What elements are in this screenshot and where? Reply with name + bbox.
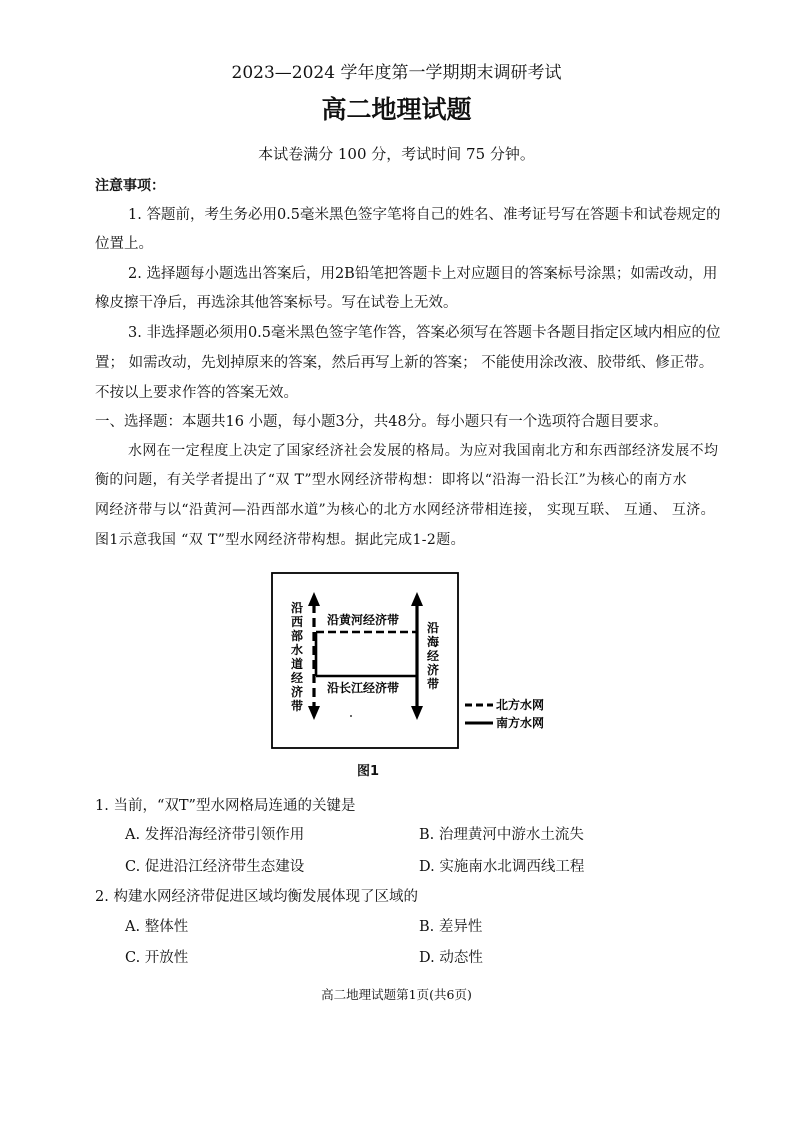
coastal-belt-up-arrow-icon (411, 592, 423, 606)
question-2-option-d: D. 动态性 (419, 950, 483, 966)
passage-line-2: 衡的问题，有关学者提出了“双 T”型水网经济带构想：即将以“沿海一沿长江”为核心的南方水 (95, 472, 688, 488)
question-1-option-a: A. 发挥沿海经济带引领作用 (125, 827, 305, 843)
legend-south-label: 南方水网 (496, 716, 545, 730)
notice-item-1-line-2: 位置上。 (95, 236, 153, 252)
coastal-belt-down-arrow-icon (411, 706, 423, 720)
west-label-char: 部 (290, 629, 304, 643)
coast-label-char: 济 (426, 663, 440, 677)
question-1-option-c: C. 促进沿江经济带生态建设 (125, 859, 305, 875)
figure-1-caption: 图1 (357, 764, 380, 779)
west-waterway-up-arrow-icon (308, 592, 320, 606)
coast-label-char: 经 (426, 649, 440, 663)
notice-heading: 注意事项： (95, 178, 165, 194)
west-label-char: 水 (290, 643, 304, 657)
west-waterway-down-arrow-icon (308, 706, 320, 720)
figure-legend (465, 697, 544, 730)
west-waterway-belt-label (291, 601, 303, 713)
question-2-option-c: C. 开放性 (125, 950, 189, 966)
west-label-char: 沿 (290, 601, 304, 615)
coast-label-char: 带 (426, 677, 440, 691)
west-label-char: 济 (290, 685, 304, 699)
notice-item-3-line-2: 置； 如需改动，先划掉原来的答案，然后再写上新的答案； 不能使用涂改液、胶带纸、修正带。 (95, 355, 714, 371)
passage-line-1: 水网在一定程度上决定了国家经济社会发展的格局。为应对我国南北方和东西部经济发展不均 (128, 443, 719, 459)
exam-header-line: 2023—2024 学年度第一学期期末调研考试 (231, 63, 562, 83)
passage-line-3: 网经济带与以“沿黄河—沿西部水道”为核心的北方水网经济带相连接， 实现互联、 互通、 互济。 (95, 502, 716, 518)
yangtze-belt-label: 沿长江经济带 (327, 681, 400, 695)
notice-item-3-line-3: 不按以上要求作答的答案无效。 (95, 385, 298, 401)
coast-label-char: 沿 (426, 621, 440, 635)
coast-label-char: 海 (426, 635, 440, 649)
page-footer: 高二地理试题第1页(共6页) (321, 987, 472, 1002)
passage-line-4: 图1示意我国 “双 T”型水网经济带构想。据此完成1-2题。 (95, 532, 466, 548)
section-1-heading: 一、选择题：本题共16 小题，每小题3分，共48分。每小题只有一个选项符合题目要求。 (95, 414, 668, 430)
notice-item-3-line-1: 3. 非选择题必须用0.5毫米黑色签字笔作答，答案必须写在答题卡各题目指定区域内相应的位 (128, 325, 721, 341)
coastal-belt-label (427, 621, 440, 691)
stray-dot (350, 715, 352, 717)
question-1-option-d: D. 实施南水北调西线工程 (419, 859, 585, 875)
figure-1-water-network-diagram (265, 568, 565, 778)
question-1-option-b: B. 治理黄河中游水土流失 (419, 827, 584, 843)
question-2-stem: 2. 构建水网经济带促进区域均衡发展体现了区域的 (95, 889, 418, 905)
notice-item-2-line-1: 2. 选择题每小题选出答案后，用2B铅笔把答题卡上对应题目的答案标号涂黑；如需改动，用 (128, 266, 718, 282)
question-1-stem: 1. 当前，“双T”型水网格局连通的关键是 (95, 798, 356, 814)
west-label-char: 道 (290, 657, 304, 671)
question-2-option-a: A. 整体性 (125, 919, 189, 935)
question-2-option-b: B. 差异性 (419, 919, 483, 935)
yellow-river-belt-label: 沿黄河经济带 (327, 613, 400, 627)
notice-item-1-line-1: 1. 答题前，考生务必用0.5毫米黑色签字笔将自己的姓名、准考证号写在答题卡和试卷规定的 (128, 207, 721, 223)
legend-north-label: 北方水网 (496, 698, 545, 712)
west-label-char: 经 (290, 671, 304, 685)
notice-item-2-line-2: 橡皮擦干净后，再选涂其他答案标号。写在试卷上无效。 (95, 295, 458, 311)
west-label-char: 带 (290, 699, 304, 713)
page-title: 高二地理试题 (321, 95, 472, 124)
exam-subtitle: 本试卷满分 100 分，考试时间 75 分钟。 (258, 145, 535, 163)
west-label-char: 西 (290, 615, 304, 629)
